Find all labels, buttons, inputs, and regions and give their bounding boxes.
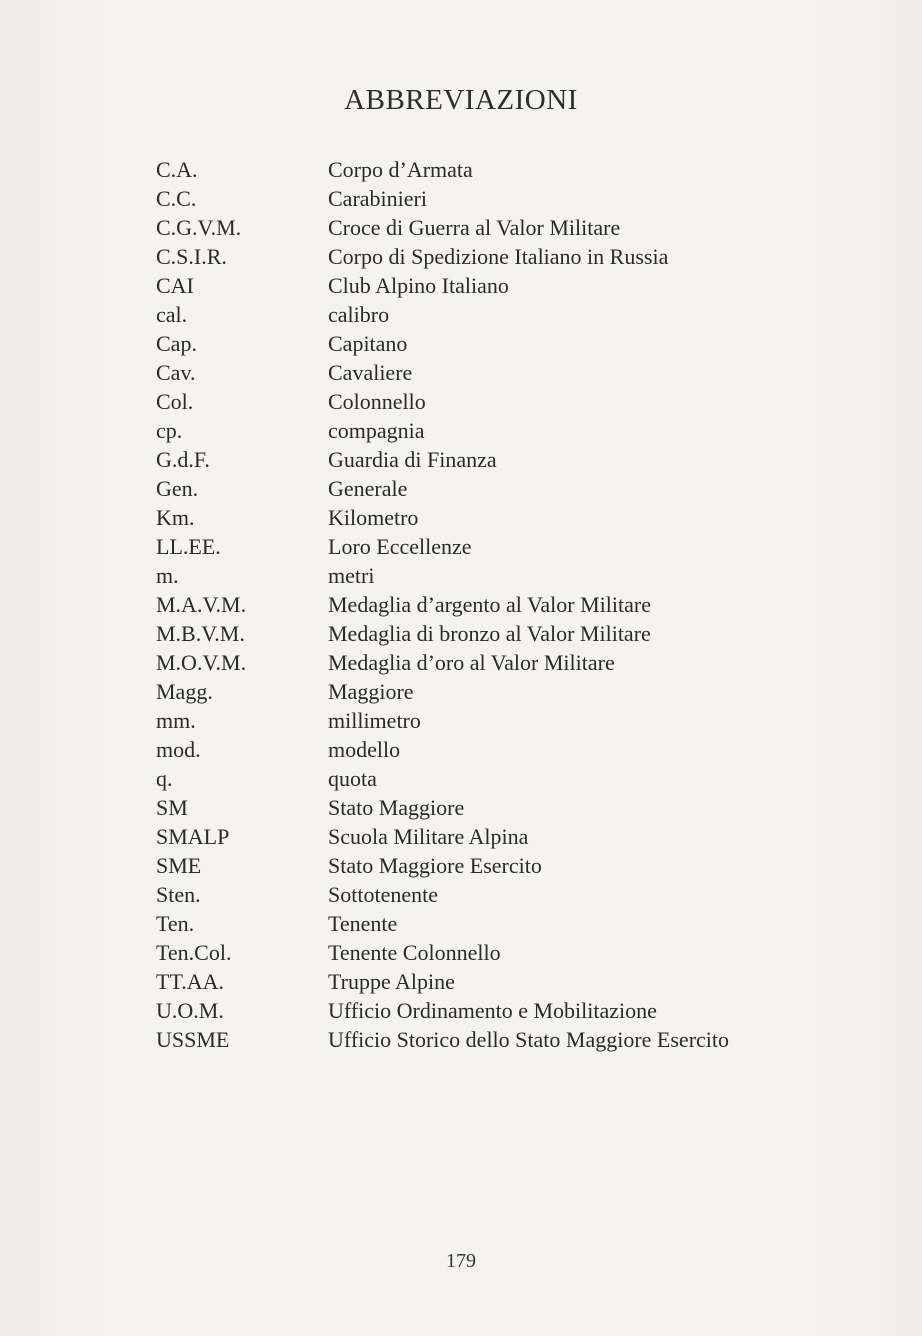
list-item [156,822,856,851]
list-item [156,532,856,561]
abbreviation: Col. [156,389,194,414]
list-item [156,909,856,938]
abbreviation-meaning: Cavaliere [328,360,413,385]
abbreviation-meaning: Tenente [328,911,398,936]
abbreviation-meaning: Carabinieri [328,186,427,211]
abbreviation: G.d.F. [156,447,210,472]
abbreviation: M.A.V.M. [156,592,247,617]
abbreviation: C.A. [156,157,198,182]
list-item [156,938,856,967]
abbreviation-meaning: Ufficio Ordinamento e Mobilitazione [328,998,657,1023]
list-item [156,619,856,648]
list-item [156,764,856,793]
abbreviation-meaning: Corpo d’Armata [328,157,473,182]
abbreviation-meaning: Maggiore [328,679,414,704]
abbreviation: C.G.V.M. [156,215,242,240]
abbreviation: mm. [156,708,196,733]
abbreviation-meaning: Capitano [328,331,408,356]
abbreviation-meaning: Guardia di Finanza [328,447,497,472]
abbreviation-meaning: metri [328,563,375,588]
list-item [156,706,856,735]
abbreviation: Ten. [156,911,195,936]
list-item [156,648,856,677]
abbreviation: Ten.Col. [156,940,232,965]
list-item [156,1025,856,1054]
abbreviation-meaning: Scuola Militare Alpina [328,824,529,849]
abbreviation: M.O.V.M. [156,650,247,675]
abbreviation: mod. [156,737,201,762]
abbreviation-meaning: Kilometro [328,505,419,530]
abbreviation: TT.AA. [156,969,225,994]
list-item [156,329,856,358]
abbreviation: Magg. [156,679,213,704]
abbreviation-meaning: Loro Eccellenze [328,534,472,559]
list-item [156,793,856,822]
abbreviation-meaning: Stato Maggiore Esercito [328,853,542,878]
page-number: 179 [446,1250,476,1272]
abbreviation-meaning: Tenente Colonnello [328,940,501,965]
abbreviation: C.C. [156,186,197,211]
list-item [156,358,856,387]
abbreviation: U.O.M. [156,998,224,1023]
abbreviation-meaning: Medaglia di bronzo al Valor Militare [328,621,651,646]
abbreviation: SM [156,795,188,820]
list-item [156,880,856,909]
page-title: ABBREVIAZIONI [344,84,578,116]
list-item [156,503,856,532]
abbreviation: Cav. [156,360,196,385]
abbreviation-meaning: calibro [328,302,390,327]
abbreviation: q. [156,766,173,791]
abbreviation-meaning: Corpo di Spedizione Italiano in Russia [328,244,669,269]
abbreviation: M.B.V.M. [156,621,245,646]
list-item [156,387,856,416]
abbreviation: Km. [156,505,195,530]
abbreviation-meaning: Generale [328,476,408,501]
abbreviation-meaning: Stato Maggiore [328,795,465,820]
abbreviation-meaning: millimetro [328,708,421,733]
abbreviation: CAI [156,273,194,298]
abbreviation-meaning: quota [328,766,377,791]
abbreviation: m. [156,563,179,588]
abbreviation-meaning: Club Alpino Italiano [328,273,509,298]
abbreviation-meaning: Truppe Alpine [328,969,455,994]
abbreviation: Sten. [156,882,201,907]
list-item [156,561,856,590]
abbreviation-meaning: Medaglia d’oro al Valor Militare [328,650,615,675]
list-item [156,996,856,1025]
list-item [156,967,856,996]
list-item [156,851,856,880]
list-item [156,213,856,242]
list-item [156,242,856,271]
abbreviation-meaning: Sottotenente [328,882,438,907]
abbreviation: SMALP [156,824,230,849]
abbreviation: USSME [156,1027,230,1052]
list-item [156,184,856,213]
abbreviation: cal. [156,302,188,327]
abbreviation-meaning: Medaglia d’argento al Valor Militare [328,592,651,617]
list-item [156,735,856,764]
list-item [156,416,856,445]
list-item [156,677,856,706]
abbreviation: C.S.I.R. [156,244,227,269]
abbreviation-meaning: Colonnello [328,389,426,414]
abbreviation: Cap. [156,331,197,356]
list-item [156,590,856,619]
list-item [156,271,856,300]
abbreviation-list [156,155,856,1054]
abbreviation-meaning: Croce di Guerra al Valor Militare [328,215,621,240]
abbreviation: LL.EE. [156,534,221,559]
abbreviation-meaning: Ufficio Storico dello Stato Maggiore Esercito [328,1027,730,1052]
list-item [156,474,856,503]
abbreviation-meaning: modello [328,737,401,762]
abbreviation: SME [156,853,202,878]
list-item [156,300,856,329]
abbreviation: Gen. [156,476,199,501]
list-item [156,445,856,474]
abbreviation: cp. [156,418,183,443]
abbreviation-meaning: compagnia [328,418,425,443]
list-item [156,155,856,184]
